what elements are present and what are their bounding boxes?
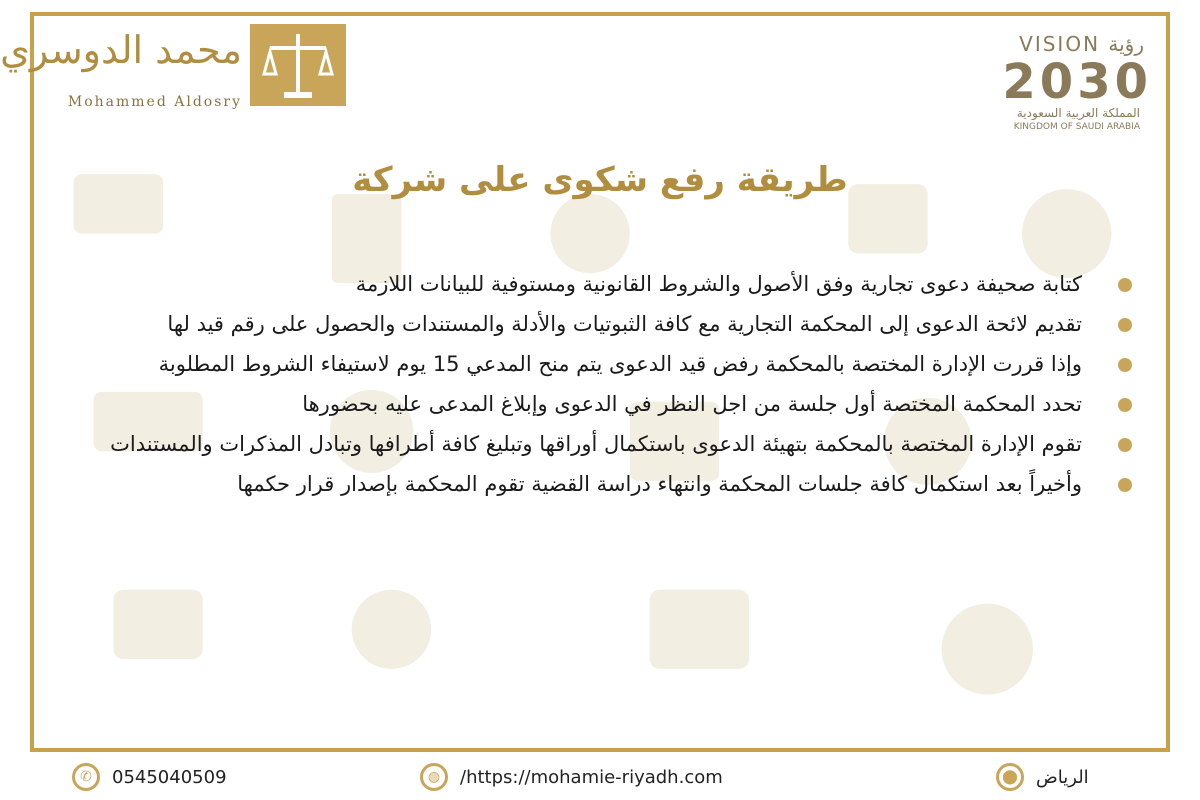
list-item bbox=[70, 264, 1140, 304]
vision-year: 2030 bbox=[1002, 54, 1152, 110]
website-link[interactable] bbox=[420, 762, 735, 792]
list-item bbox=[70, 344, 1140, 384]
bullet-icon bbox=[1118, 438, 1132, 452]
contact-footer bbox=[0, 752, 1200, 800]
vision-country-english: KINGDOM OF SAUDI ARABIA bbox=[1013, 122, 1140, 132]
brand-name-english: Mohammed Aldosry bbox=[67, 94, 242, 110]
brand-logo bbox=[0, 24, 346, 124]
page-title: طريقة رفع شكوى على شركة bbox=[352, 160, 848, 200]
phone-contact[interactable] bbox=[72, 762, 239, 792]
brand-emblem bbox=[250, 24, 346, 106]
list-item bbox=[70, 384, 1140, 424]
step-text: تقديم لائحة الدعوى إلى المحكمة التجارية مع كافة الثبوتيات والأدلة والمستندات والحصول على رقم قيد لها bbox=[167, 312, 1082, 336]
brand-name-arabic: محمد الدوسري bbox=[0, 28, 242, 72]
bullet-icon bbox=[1118, 358, 1132, 372]
step-text: وإذا قررت الإدارة المختصة بالمحكمة رفض قيد الدعوى يتم منح المدعي 15 يوم لاستيفاء الشروط المطلوبة bbox=[158, 352, 1082, 376]
phone-number: 0545040509 bbox=[112, 766, 227, 788]
page-title-wrapper bbox=[0, 160, 1200, 200]
bullet-icon bbox=[1118, 278, 1132, 292]
list-item bbox=[70, 304, 1140, 344]
city-name: الرياض bbox=[1036, 766, 1089, 788]
vision-2030-logo bbox=[972, 24, 1152, 134]
vision-label: VISION رؤية bbox=[1019, 32, 1144, 56]
vision-country-arabic: المملكة العربية السعودية bbox=[1016, 106, 1140, 120]
step-text: وأخيراً بعد استكمال كافة جلسات المحكمة وانتهاء دراسة القضية تقوم المحكمة بإصدار قرار حكمها bbox=[237, 472, 1082, 496]
bullet-icon bbox=[1118, 478, 1132, 492]
globe-icon: ◍ bbox=[420, 763, 448, 791]
bullet-icon bbox=[1118, 398, 1132, 412]
location-contact[interactable] bbox=[996, 762, 1101, 792]
step-text: تحدد المحكمة المختصة أول جلسة من اجل النظر في الدعوى وإبلاغ المدعى عليه بحضورها bbox=[302, 392, 1082, 416]
step-text: كتابة صحيفة دعوى تجارية وفق الأصول والشروط القانونية ومستوفية للبيانات اللازمة bbox=[355, 272, 1082, 296]
steps-list bbox=[70, 264, 1140, 504]
step-text: تقوم الإدارة المختصة بالمحكمة بتهيئة الدعوى باستكمال أوراقها وتبليغ كافة أطرافها وتبادل المذكرات والمستندات bbox=[110, 432, 1082, 456]
list-item bbox=[70, 464, 1140, 504]
whatsapp-icon: ✆ bbox=[72, 763, 100, 791]
location-pin-icon: ⬤ bbox=[996, 763, 1024, 791]
website-url: /https://mohamie-riyadh.com bbox=[460, 766, 723, 788]
bullet-icon bbox=[1118, 318, 1132, 332]
list-item bbox=[70, 424, 1140, 464]
